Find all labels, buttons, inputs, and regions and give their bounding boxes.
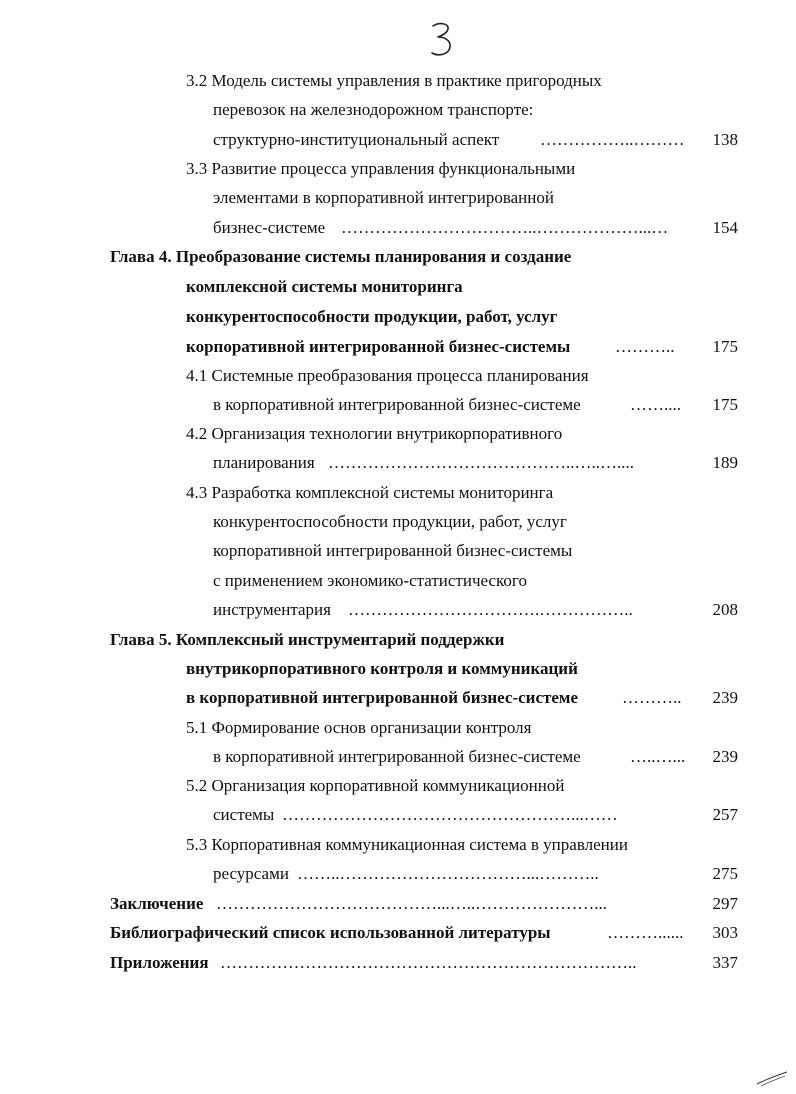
toc-leader-dots: ……………………………………..…..….... — [328, 453, 634, 472]
handwritten-page-number — [427, 20, 457, 60]
toc-chapter-5-line-2: внутрикорпоративного контроля и коммуникаций — [186, 659, 578, 678]
toc-page-number: 154 — [712, 218, 738, 237]
toc-page-number: 297 — [712, 894, 738, 913]
toc-leader-dots: ……………………………………………………………….. — [220, 953, 637, 972]
toc-leader-dots: ………...... — [607, 923, 684, 942]
toc-chapter-5-line-1: Глава 5. Комплексный инструментарий поддержки — [110, 630, 505, 649]
toc-entry-4-1-line-2: в корпоративной интегрированной бизнес-системе — [213, 395, 581, 414]
toc-chapter-4-line-4: корпоративной интегрированной бизнес-системы — [186, 337, 571, 356]
toc-leader-dots: ……….. — [615, 337, 675, 356]
toc-page-number: 303 — [712, 923, 738, 942]
toc-entry-3-2-line-1: 3.2 Модель системы управления в практике пригородных — [186, 71, 602, 90]
toc-entry-4-3-line-2: конкурентоспособности продукции, работ, услуг — [213, 512, 567, 531]
toc-page-number: 337 — [712, 953, 738, 972]
toc-entry-5-1-line-1: 5.1 Формирование основ организации контроля — [186, 718, 532, 737]
toc-leader-dots: ……………………………………………...…… — [282, 805, 618, 824]
page-number — [427, 20, 457, 60]
toc-leader-dots: ……..……………………………...……….. — [297, 864, 599, 883]
toc-entry-3-2-line-3: структурно-институциональный аспект — [213, 130, 500, 149]
toc-entry-5-3-line-1: 5.3 Корпоративная коммуникационная система в управлении — [186, 835, 628, 854]
pen-stroke-graphic — [755, 1070, 789, 1088]
toc-page-number: 275 — [712, 864, 738, 883]
toc-entry-4-3-line-3: корпоративной интегрированной бизнес-системы — [213, 541, 573, 560]
toc-leader-dots: …………………………………...…..…………………... — [216, 894, 607, 913]
toc-entry-3-3-line-3: бизнес-системе — [213, 218, 326, 237]
toc-chapter-5-line-3: в корпоративной интегрированной бизнес-системе — [186, 688, 579, 707]
toc-chapter-4-line-2: комплексной системы мониторинга — [186, 277, 463, 296]
toc-entry-5-3-line-2: ресурсами — [213, 864, 289, 883]
toc-page-number: 239 — [712, 688, 738, 707]
toc-entry-4-1-line-1: 4.1 Системные преобразования процесса планирования — [186, 366, 589, 385]
toc-entry-4-3-line-5: инструментария — [213, 600, 331, 619]
toc-page-number: 175 — [712, 395, 738, 414]
toc-page-number: 175 — [712, 337, 738, 356]
toc-appendices: Приложения — [110, 953, 209, 972]
toc-page-number: 189 — [712, 453, 738, 472]
toc-page-number: 257 — [712, 805, 738, 824]
toc-entry-5-1-line-2: в корпоративной интегрированной бизнес-системе — [213, 747, 581, 766]
toc-entry-4-2-line-1: 4.2 Организация технологии внутрикорпоративного — [186, 424, 563, 443]
toc-leader-dots: ……….. — [622, 688, 682, 707]
toc-leader-dots: …….... — [630, 395, 681, 414]
toc-entry-4-3-line-4: с применением экономико-статистического — [213, 571, 527, 590]
toc-conclusion: Заключение — [110, 894, 204, 913]
toc-leader-dots: ……………..……… — [540, 130, 685, 149]
toc-entry-3-3-line-2: элементами в корпоративной интегрированной — [213, 188, 554, 207]
pen-mark — [755, 1070, 789, 1088]
toc-page-number: 208 — [712, 600, 738, 619]
toc-chapter-4-line-1: Глава 4. Преобразование системы планирования и создание — [110, 247, 572, 266]
toc-leader-dots: …..…... — [630, 747, 686, 766]
toc-entry-3-3-line-1: 3.3 Развитие процесса управления функциональными — [186, 159, 576, 178]
toc-entry-4-2-line-2: планирования — [213, 453, 315, 472]
toc-leader-dots: ……………………………..………………...… — [341, 218, 669, 237]
toc-entry-5-2-line-1: 5.2 Организация корпоративной коммуникационной — [186, 776, 565, 795]
toc-bibliography: Библиографический список использованной литературы — [110, 923, 551, 942]
toc-entry-4-3-line-1: 4.3 Разработка комплексной системы мониторинга — [186, 483, 554, 502]
toc-leader-dots: …………………………….…………….. — [348, 600, 633, 619]
toc-entry-5-2-line-2: системы — [213, 805, 275, 824]
toc-chapter-4-line-3: конкурентоспособности продукции, работ, услуг — [186, 307, 558, 326]
toc-entry-3-2-line-2: перевозок на железнодорожном транспорте: — [213, 100, 534, 119]
toc-page-number: 239 — [712, 747, 738, 766]
toc-page-number: 138 — [712, 130, 738, 149]
